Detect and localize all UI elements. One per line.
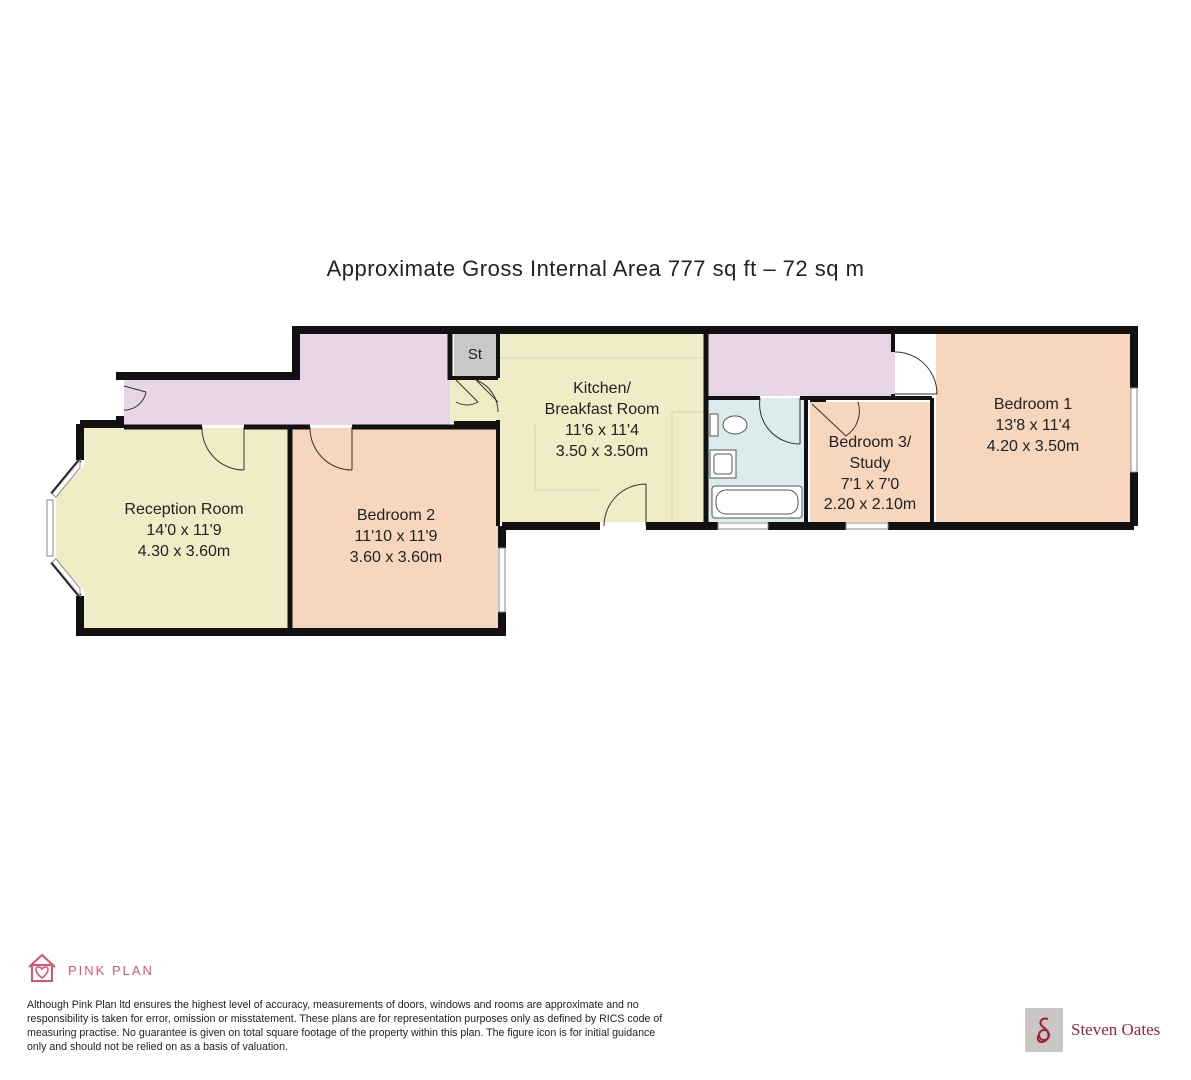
kitchen-entry — [450, 378, 500, 423]
area-title: Approximate Gross Internal Area 777 sq ft – 72 sq m — [326, 256, 865, 281]
kitchen-imperial: 11'6 x 11'4 — [564, 422, 640, 439]
bedroom2-metric: 3.60 x 3.60m — [349, 549, 443, 566]
house-heart-icon — [26, 952, 58, 989]
reception-metric: 4.30 x 3.60m — [137, 543, 231, 560]
reception-imperial: 14'0 x 11'9 — [146, 522, 222, 539]
kitchen-metric: 3.50 x 3.50m — [555, 443, 649, 460]
disclaimer-text: Although Pink Plan ltd ensures the highest level of accuracy, measurements of doors, windows and rooms are approximate and no responsibility is taken for error, omission or misstatement. These plans are for representation purposes only as defined by RICS code of measuring practise. No guarantee is given on total square footage of the property within this plan. The figure icon is for initial guidance only and should not be relied on as a basis of valuation. — [27, 999, 663, 1053]
agent-logo — [1025, 1008, 1160, 1052]
bedroom1-metric: 4.20 x 3.50m — [986, 438, 1080, 455]
bedroom2-name: Bedroom 2 — [356, 507, 436, 524]
bedroom3-metric: 2.20 x 2.10m — [823, 496, 917, 513]
bedroom1-imperial: 13'8 x 11'4 — [995, 417, 1071, 434]
so-monogram-icon — [1025, 1008, 1063, 1052]
brand-name: PINK PLAN — [68, 963, 154, 978]
kitchen-name-1: Kitchen/ — [573, 380, 631, 397]
bedroom3-name-1: Bedroom 3/ — [828, 434, 912, 451]
store-label: St — [467, 346, 483, 363]
agent-name: Steven Oates — [1071, 1020, 1161, 1039]
bedroom3-name-2: Study — [849, 455, 891, 472]
hallway-east — [708, 330, 893, 396]
bedroom3-imperial: 7'1 x 7'0 — [840, 476, 900, 493]
bedroom1-name: Bedroom 1 — [993, 396, 1073, 413]
bedroom2-imperial: 11'10 x 11'9 — [354, 528, 438, 545]
reception-name: Reception Room — [124, 501, 244, 518]
pink-plan-brand — [26, 952, 154, 989]
kitchen-name-2: Breakfast Room — [544, 401, 660, 418]
